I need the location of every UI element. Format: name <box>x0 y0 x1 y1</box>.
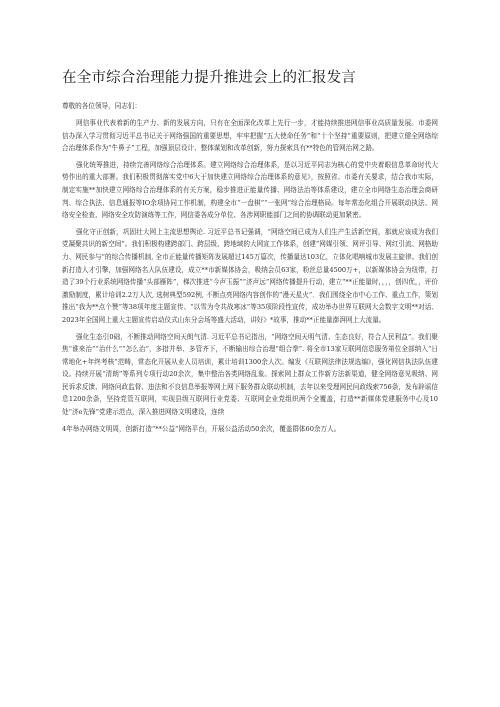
paragraph-public-opinion: 强化守正创新，巩固壮大网上主流思想舆论. 习近平总书记强调，“网络空间已成为人们生产生活新空间，那就应该成为我们党凝聚共识的新空间”。我们积极构建跨部门、跨层级、跨地域的大网宣工作体系，创建“网媒引领、网评引导、网红引流、网格助力、网民参与”的综合传播机制, 全市正能量传播矩阵发展超过145万篇次，传播量达103亿，立体化唱响城市发展主旋律。我们创新打造人才引擎，加强网络名人队伍建设，成立**市新媒体协会，吸纳会员63家，粉丝总量4500万+，以新媒体协会为纽带，打造了39个行业系统网络传播“头部雁阵”，梯次推进“今声玉振”“济声远”网络传播提升行动，建立“**正能量时，，，，创四优，，评价激励制度，累计培训2.2万人次, 选树典型592例, 不断点亮网络内容创作的“漫天星火”．我们围绕全市中心工作、重点工作，策划推出“我为**点个赞”等38项年度主题宣传、“以雪为令共战寒冰”等35项阶段性宣传，成功举办世界互联网大会数字文明**对话、2023年全国网上重大主题宣传启动仪式山东分会场等盛大活动，讲好》*故事，推动**正能量澎湃网上大流量。 <box>62 227 438 324</box>
greeting: 尊敬的各位领导，同志们： <box>62 102 142 110</box>
paragraph-ecosystem: 强化生态引0础，不断推动网络空间天朗气清. 习近平总书记指出，“网络空间天明气清、生态良好，符合人民利益”。我们聚焦“谁来治”“治什么”“怎么治”，多措并举、多管齐下，不断输出综合治理“组合拳”. 将全市13家互联网信息服务第位全部纳入“日常地化+年终考核”范畴，常态化开展从业人员培训，累计培训1300余人次。编发《互联网法律法规选编》，强化网信执法队伍建设。持续开展“清朗”等系列专项行动20余次，集中整治各类网络乱象。探索网上群众工作新方法新渠道，健全网络意见吸纳、网民诉求反馈、网络问政监督、违法和不良信息举报等网上网下服务群众联动机制，去年以来受理网民问政线索756条，发布辟谣信息1200余条，坚持党管互联网，实现县级互联网行业党委、互联网企业党组织两个全覆盖，打造**新媒体党建服务中心及10处“济e先锋”党建示范点，深入推进网络文明建设，连续 <box>62 332 438 417</box>
paragraph-governance-system: 强化统筹推进，持续完善网络综合治理体系。建立网络综合治理体系，是以习近平同志为核心的党中央着眼信息革命时代大势作出的重大部署。我们积极贯彻落实党中6大于加快建立网络综合治理体系的意见》，按照省、市委有关要求，结合我市实际，制定实施**加快建立网络综合治理体系的有关方案，稳步推进正能量传播、网络法治等体系建设，建立全市网络生态治理会商研判、综合执法、信息通报等IO余项协同工作机制，构建全市“一盘棋”“一张网”综合治理格局。每年常态化组合开展联动执法、网络安全检查、网络安全攻防演练等工作，网信委各成分单位、各涉网职能部门之间的协调联动更加紧密。 <box>62 160 438 220</box>
paragraph-intro: 网信事业代表着新的生产力、新的发展方向，只有在全面深化改革上先行一步，才能持续推进网信事业高质量发展。市委网信办深入学习贯彻习近平总书记关于网络强国的重要思想，牢牢把握“五大使命任务”和“十个坚持”重要原则，把建立健全网络综合治理体系作为“牛鼻子”工程，加强顶层设计、整体谋划和改革创新，努力探索具有**特色的管网治网之路。 <box>62 119 438 153</box>
document-title: 在全市综合治理能力提升推进会上的汇报发言 <box>62 70 356 86</box>
paragraph-continuation: 4年举办网络文明周，创新打造“**公益”网络平台，开展公益活动50余次，覆盖群体60余万人。 <box>62 424 341 433</box>
